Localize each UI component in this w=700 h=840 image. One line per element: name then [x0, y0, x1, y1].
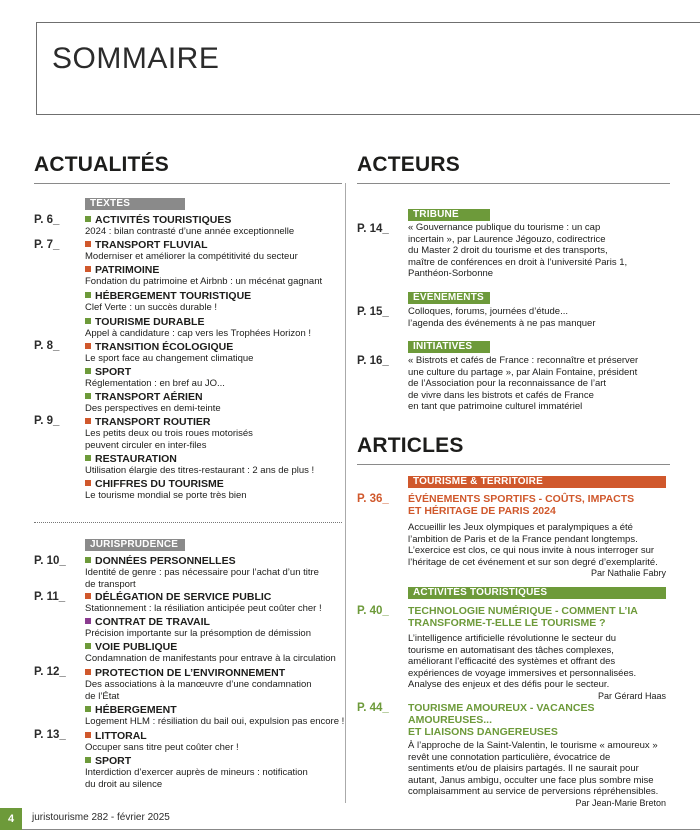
- page-ref: P. 40_: [357, 605, 389, 617]
- author: Par Gérard Haas: [597, 690, 666, 701]
- page-ref: P. 36_: [357, 493, 389, 505]
- bullet-square-icon: [85, 732, 91, 738]
- acteurs-entry[interactable]: « Bistrots et cafés de France : reconnaître et préserver une culture du partage », par Alain Fontaine, président de l’Association pour la reconnaissance de l’art de vivre dans les bistrots et cafés de France en tant que patrimoine culturel immatériel: [408, 355, 639, 412]
- toc-item[interactable]: DÉLÉGATION DE SERVICE PUBLIC Stationnement : la résiliation anticipée peut coûter cher !: [85, 591, 322, 614]
- bullet-square-icon: [85, 368, 91, 374]
- toc-item[interactable]: HÉBERGEMENT TOURISTIQUE Clef Verte : un succès durable !: [85, 290, 252, 313]
- toc-item[interactable]: HÉBERGEMENT Logement HLM : résiliation du bail oui, expulsion pas encore !: [85, 704, 345, 727]
- page-ref: P. 14_: [357, 223, 389, 235]
- bullet-square-icon: [85, 643, 91, 649]
- actualites-rule: [34, 183, 342, 184]
- actualites-heading: ACTUALITÉS: [34, 153, 169, 176]
- page-number: 4: [7, 813, 15, 825]
- page-ref: P. 7_: [34, 239, 60, 251]
- bullet-square-icon: [85, 216, 91, 222]
- toc-item[interactable]: TRANSPORT AÉRIEN Des perspectives en demi-teinte: [85, 391, 221, 414]
- toc-item[interactable]: PROTECTION DE L’ENVIRONNEMENT Des associations à la manœuvre d’une condamnation de l’État: [85, 667, 312, 702]
- page-ref: P. 11_: [34, 591, 66, 603]
- article-entry[interactable]: TOURISME AMOUREUX - VACANCES AMOUREUSES... ET LIAISONS DANGEREUSES À l’approche de la Saint-Valentin, le tourisme « amoureux » revêt une connotation particulière, évocatrice de sentiments et/ou de plaisirs partagés. Il ne saurait pour autant, Janus ambigu, occulter une face plus sombre mise complaisamment au service de perversions répréhensibles. Par Jean-Marie Breton: [408, 702, 666, 808]
- page-ref: P. 10_: [34, 555, 66, 567]
- toc-item[interactable]: TOURISME DURABLE Appel à candidature : cap vers les Trophées Horizon !: [85, 316, 312, 339]
- bullet-square-icon: [85, 241, 91, 247]
- acteurs-heading: ACTEURS: [357, 153, 460, 176]
- jurisprudence-band: JURISPRUDENCE: [85, 539, 185, 551]
- toc-item[interactable]: VOIE PUBLIQUE Condamnation de manifestants pour entrave à la circulation: [85, 641, 336, 664]
- page-ref: P. 16_: [357, 355, 389, 367]
- textes-band: TEXTES: [85, 198, 185, 210]
- toc-item[interactable]: CONTRAT DE TRAVAIL Précision importante sur la présomption de démission: [85, 616, 311, 639]
- bullet-square-icon: [85, 593, 91, 599]
- toc-item[interactable]: TRANSPORT FLUVIAL Moderniser et améliorer la compétitivité du secteur: [85, 239, 298, 262]
- footer-rule: [22, 829, 700, 830]
- bullet-square-icon: [85, 557, 91, 563]
- publication-info: juristourisme 282 - février 2025: [32, 812, 170, 823]
- bullet-square-icon: [85, 393, 91, 399]
- author: Par Jean-Marie Breton: [575, 797, 666, 808]
- toc-item[interactable]: TRANSITION ÉCOLOGIQUE Le sport face au changement climatique: [85, 341, 254, 364]
- page-ref: P. 9_: [34, 415, 60, 427]
- bullet-square-icon: [85, 618, 91, 624]
- articles-rule: [357, 464, 670, 465]
- page-ref: P. 8_: [34, 340, 60, 352]
- tribune-band: TRIBUNE: [408, 209, 490, 221]
- toc-item[interactable]: CHIFFRES DU TOURISME Le tourisme mondial se porte très bien: [85, 478, 247, 501]
- author: Par Nathalie Fabry: [590, 568, 666, 578]
- activites-touristiques-band: ACTIVITÉS TOURISTIQUES: [408, 587, 666, 599]
- bullet-square-icon: [85, 669, 91, 675]
- toc-item[interactable]: ACTIVITÉS TOURISTIQUES 2024 : bilan contrasté d’une année exceptionnelle: [85, 214, 295, 237]
- bullet-square-icon: [85, 318, 91, 324]
- page-ref: P. 6_: [34, 214, 60, 226]
- page-title: SOMMAIRE: [52, 42, 220, 75]
- articles-heading: ARTICLES: [357, 434, 464, 457]
- page-ref: P. 44_: [357, 702, 389, 714]
- acteurs-entry[interactable]: « Gouvernance publique du tourisme : un cap incertain », par Laurence Jégouzo, codirectrice du Master 2 droit du tourisme et des transports, maître de conférences en droit à l’université Paris 1, Panthéon-Sorbonne: [408, 222, 628, 279]
- acteurs-rule: [357, 183, 670, 184]
- toc-item[interactable]: TRANSPORT ROUTIER Les petits deux ou trois roues motorisés peuvent circuler en inter-files: [85, 416, 253, 451]
- bullet-square-icon: [85, 266, 91, 272]
- bullet-square-icon: [85, 480, 91, 486]
- page-ref: P. 12_: [34, 666, 66, 678]
- bullet-square-icon: [85, 706, 91, 712]
- toc-item[interactable]: RESTAURATION Utilisation élargie des titres-restaurant : 2 ans de plus !: [85, 453, 315, 476]
- initiatives-band: INITIATIVES: [408, 341, 490, 353]
- page-ref: P. 13_: [34, 729, 66, 741]
- toc-item[interactable]: SPORT Interdiction d’exercer auprès de mineurs : notification du droit au silence: [85, 755, 308, 790]
- section-separator: [34, 522, 342, 523]
- page-ref: P. 15_: [357, 306, 389, 318]
- evenements-band: ÉVÉNEMENTS: [408, 292, 490, 304]
- bullet-square-icon: [85, 292, 91, 298]
- article-entry[interactable]: TECHNOLOGIE NUMÉRIQUE - COMMENT L’IA TRANSFORME-T-ELLE LE TOURISME ? L’intelligence artificielle révolutionne le secteur du tourisme en automatisant des tâches complexes, améliorant l’efficacité des systèmes et offrant des expériences de voyage immersives et personnalisées. Analyse des enjeux et des défis pour le secteur. Par Gérard Haas: [408, 605, 666, 701]
- tourisme-territoire-band: TOURISME & TERRITOIRE: [408, 476, 666, 488]
- acteurs-entry[interactable]: Colloques, forums, journées d’étude... l’agenda des événements à ne pas manquer: [408, 306, 596, 329]
- bullet-square-icon: [85, 418, 91, 424]
- bullet-square-icon: [85, 455, 91, 461]
- toc-item[interactable]: LITTORAL Occuper sans titre peut coûter cher !: [85, 730, 239, 753]
- toc-item[interactable]: SPORT Réglementation : en bref au JO...: [85, 366, 225, 389]
- bullet-square-icon: [85, 343, 91, 349]
- article-entry[interactable]: ÉVÉNEMENTS SPORTIFS - COÛTS, IMPACTS ET HÉRITAGE DE PARIS 2024 Accueillir les Jeux olympiques et paralympiques a été l’ambition de Paris et de la France pendant longtemps. L’exercice est clos, ce qui nous invite à nous interroger sur l’héritage de cet événement et sur son degré d’exemplarité. Par Nathalie Fabry: [408, 493, 666, 578]
- toc-item[interactable]: DONNÉES PERSONNELLES Identité de genre : pas nécessaire pour l’achat d’un titre de transport: [85, 555, 319, 590]
- toc-item[interactable]: PATRIMOINE Fondation du patrimoine et Airbnb : un mécénat gagnant: [85, 264, 323, 287]
- column-divider: [345, 183, 346, 803]
- bullet-square-icon: [85, 757, 91, 763]
